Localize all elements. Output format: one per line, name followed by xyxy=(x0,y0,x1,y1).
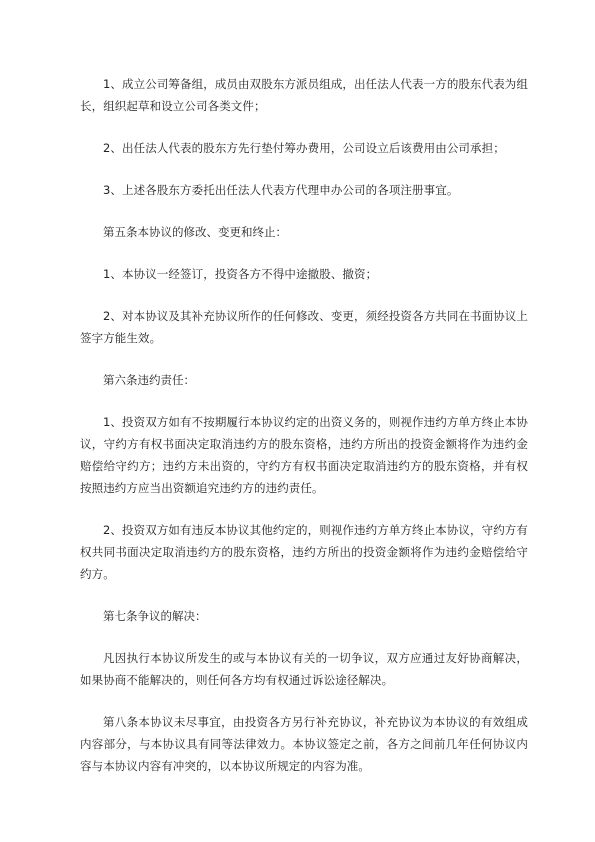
section-heading-article-6: 第六条违约责任： xyxy=(103,373,195,387)
paragraph-5: 1、本协议一经签订，投资各方不得中途撤股、撤资； xyxy=(103,267,378,281)
section-heading-article-5: 第五条本协议的修改、变更和终止： xyxy=(103,225,287,239)
document-page xyxy=(80,73,528,797)
paragraph-2: 2、出任法人代表的股东方先行垫付筹办费用，公司设立后该费用由公司承担； xyxy=(103,141,505,155)
paragraph-8: 1、投资双方如有不按期履行本协议约定的出资义务的，则视作违约方单方终止本协议，守约方有权书面决定取消违约方的股东资格，违约方所出的投资金额将作为违约金赔偿给守约方；违约方未出资的，守约方有权书面决定取消违约方的股东资格，并有权按照违约方应当出资额追究违约方的违约责任。 xyxy=(80,415,529,495)
paragraph-12: 第八条本协议未尽事宜，由投资各方另行补充协议，补充协议为本协议的有效组成内容部分，与本协议具有同等法律效力。本协议签定之前，各方之间前几年任何协议内容与本协议内容有冲突的，以本协议所规定的内容为准。 xyxy=(80,715,528,773)
paragraph-9: 2、投资双方如有违反本协议其他约定的，则视作违约方单方终止本协议，守约方有权共同书面决定取消违约方的股东资格，违约方所出的投资金额将作为违约金赔偿给守约方。 xyxy=(80,523,529,581)
paragraph-3: 3、上述各股东方委托出任法人代表方代理申办公司的各项注册事宜。 xyxy=(103,183,459,197)
paragraph-11: 凡因执行本协议所发生的或与本协议有关的一切争议，双方应通过友好协商解决，如果协商不能解决的，则任何各方均有权通过诉讼途径解决。 xyxy=(80,651,528,687)
paragraph-1: 1、成立公司筹备组，成员由双股东方派员组成，出任法人代表一方的股东代表为组长，组织起草和设立公司各类文件； xyxy=(80,77,529,113)
paragraph-6: 2、对本协议及其补充协议所作的任何修改、变更，须经投资各方共同在书面协议上签字方能生效。 xyxy=(80,309,529,345)
section-heading-article-7: 第七条争议的解决： xyxy=(103,609,207,623)
